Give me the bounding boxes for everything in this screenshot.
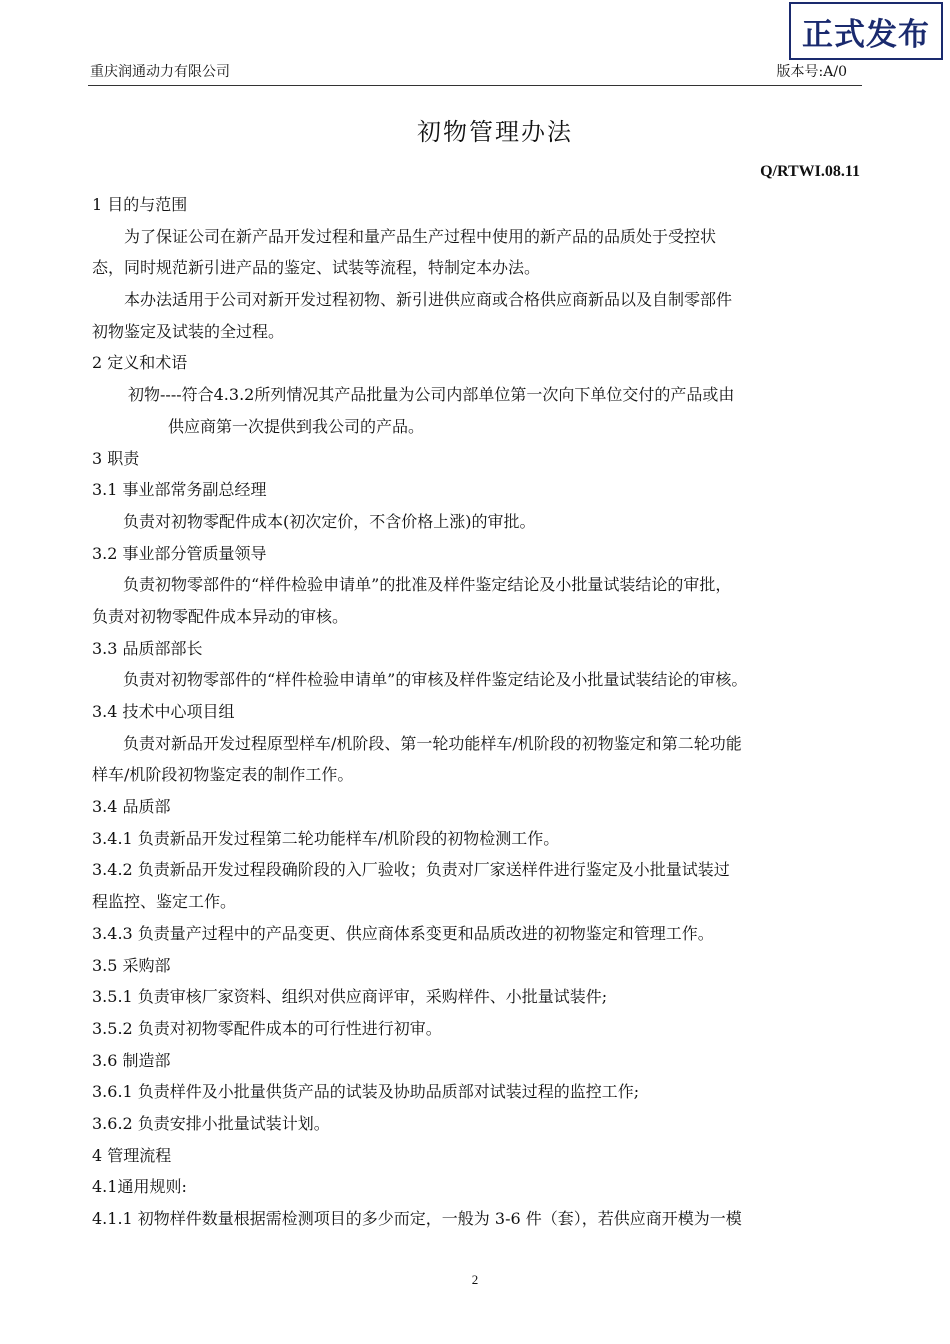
paragraph-line: 4.1.1 初物样件数量根据需检测项目的多少而定，一般为 3-6 件（套），若供应商开模为一模 — [92, 1209, 742, 1228]
paragraph-line: 样车/机阶段初物鉴定表的制作工作。 — [92, 765, 354, 785]
release-stamp: 正式发布 — [789, 2, 943, 60]
paragraph-line: 3.5.2 负责对初物零配件成本的可行性进行初审。 — [92, 1018, 442, 1038]
paragraph-line: 负责对初物零配件成本异动的审核。 — [92, 606, 349, 626]
paragraph-line: 为了保证公司在新产品开发过程和量产品生产过程中使用的新产品的品质处于受控状 — [124, 226, 717, 246]
paragraph-line: 初物鉴定及试装的全过程。 — [92, 321, 285, 341]
page-number: 2 — [471, 1272, 479, 1287]
section-heading: 3 职责 — [92, 448, 140, 468]
subsection-heading: 3.4 品质部 — [92, 797, 171, 817]
paragraph-line: 负责对初物零配件成本(初次定价，不含价格上涨)的审批。 — [123, 511, 536, 531]
version-number: 版本号:A/0 — [776, 64, 847, 80]
header-rule — [88, 85, 862, 86]
paragraph-line: 程监控、鉴定工作。 — [92, 892, 237, 912]
section-heading: 2 定义和术语 — [92, 353, 188, 373]
company-name: 重庆润通动力有限公司 — [90, 64, 230, 80]
subsection-heading: 4.1通用规则: — [92, 1177, 187, 1197]
document-body — [92, 189, 862, 1235]
paragraph-line: 3.5.1 负责审核厂家资料、组织对供应商评审，采购样件、小批量试装件; — [92, 987, 608, 1007]
paragraph-line: 本办法适用于公司对新开发过程初物、新引进供应商或合格供应商新品以及自制零部件 — [124, 290, 733, 310]
subsection-heading: 3.1 事业部常务副总经理 — [92, 480, 267, 500]
document-code: Q/RTWI.08.11 — [760, 163, 860, 180]
paragraph-line: 态，同时规范新引进产品的鉴定、试装等流程，特制定本办法。 — [92, 258, 541, 278]
definition-line: 供应商第一次提供到我公司的产品。 — [168, 416, 425, 436]
subsection-heading: 3.3 品质部部长 — [92, 638, 203, 658]
subsection-heading: 3.2 事业部分管质量领导 — [92, 543, 267, 563]
paragraph-line: 3.4.3 负责量产过程中的产品变更、供应商体系变更和品质改进的初物鉴定和管理工作。 — [92, 923, 714, 943]
definition-line: 初物----符合4.3.2所列情况其产品批量为公司内部单位第一次向下单位交付的产品或由 — [128, 385, 735, 405]
paragraph-line: 3.6.2 负责安排小批量试装计划。 — [92, 1113, 330, 1133]
section-heading: 4 管理流程 — [92, 1145, 172, 1165]
paragraph-line: 负责对初物零部件的“样件检验申请单”的审核及样件鉴定结论及小批量试装结论的审核。 — [123, 670, 748, 690]
subsection-heading: 3.6 制造部 — [92, 1050, 171, 1070]
paragraph-line: 3.4.2 负责新品开发过程段确阶段的入厂验收；负责对厂家送样件进行鉴定及小批量试装过 — [92, 860, 730, 880]
paragraph-line: 3.4.1 负责新品开发过程第二轮功能样车/机阶段的初物检测工作。 — [92, 828, 560, 848]
paragraph-line: 3.6.1 负责样件及小批量供货产品的试装及协助品质部对试装过程的监控工作; — [92, 1082, 640, 1102]
paragraph-line: 负责初物零部件的“样件检验申请单”的批准及样件鉴定结论及小批量试装结论的审批， — [123, 575, 732, 595]
subsection-heading: 3.4 技术中心项目组 — [92, 702, 235, 721]
subsection-heading: 3.5 采购部 — [92, 955, 171, 975]
paragraph-line: 负责对新品开发过程原型样车/机阶段、第一轮功能样车/机阶段的初物鉴定和第二轮功能 — [123, 733, 742, 753]
section-heading: 1 目的与范围 — [92, 195, 188, 214]
document-title: 初物管理办法 — [417, 118, 573, 146]
